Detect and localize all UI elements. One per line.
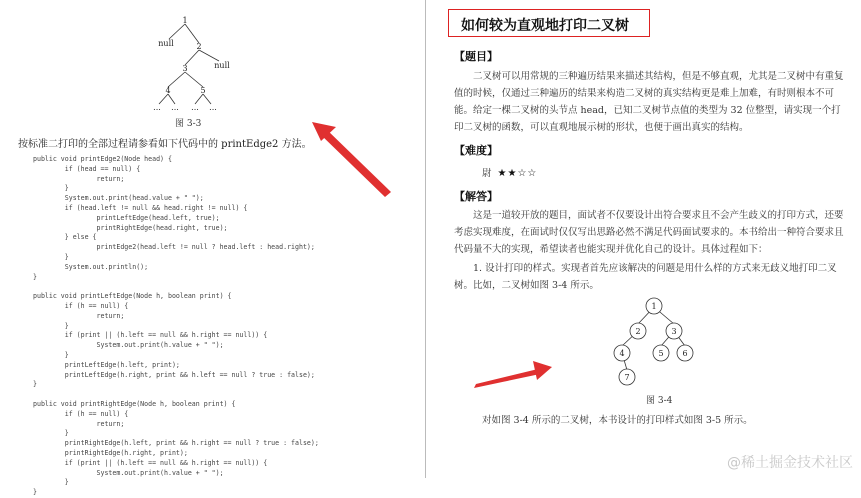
intro-text: 按标准二打印的全部过程请参看如下代码中的 printEdge2 方法。 [18,139,312,150]
section-heading-difficulty: 【难度】 [454,144,498,157]
code-line: public void printEdge2(Node head) { [33,155,172,163]
code-line: printEdge2(head.left != null ? head.left : head.right); [33,243,315,252]
code-line: } [33,252,69,261]
tree-ellipsis: ... [171,103,179,112]
answer-paragraph: 这是一道较开放的题目，面试者不仅要设计出符合要求且不会产生歧义的打印方式，还要考虑实现难度，在面试时仅仅写出思路必然不满足代码面试要求的。本书给出一种符合要求且代码量不大的实现，希望读者也能实现并优化自己的设计。具体过程如下： [454,210,844,255]
tree-node: 5 [200,86,206,95]
code-line: printRightEdge(head.right, true); [33,223,228,232]
code-line [33,282,319,292]
tree-node-label: 4 [619,349,625,358]
code-line: printLeftEdge(h.right, print && h.left == null ? true : false); [33,370,315,379]
closing-sentence: 对如图 3-4 所示的二叉树，本书设计的打印样式如图 3-5 所示。 [482,415,753,426]
section-heading-answer: 【解答】 [454,190,498,203]
code-block [33,155,319,498]
code-line: } [33,350,69,359]
code-line: if (h == null) { [33,301,129,310]
title-highlight-box [448,9,650,37]
step1-paragraph: 1. 设计打印的样式。实现者首先应该解决的问题是用什么样的方式来无歧义地打印二叉树。比如，二叉树如图 3-4 所示。 [454,263,837,291]
code-line: System.out.print(h.value + " "); [33,468,224,477]
code-line: System.out.print(head.value + " "); [33,194,204,203]
code-line: } else { [33,233,97,242]
code-line: } [33,321,69,330]
right-page [426,0,861,478]
tree-node-label: 7 [624,373,630,382]
tree-figure-3-4 [426,293,861,393]
code-line: } [33,429,69,438]
code-line: public void printLeftEdge(Node h, boolean print) { [33,292,232,301]
difficulty-row [482,165,537,179]
tree-node-label: 2 [635,327,641,336]
figure-caption: 图 3-4 [646,396,673,406]
code-line: } [33,478,69,487]
page-title: 如何较为直观地打印二叉树 [461,18,629,34]
code-line [33,390,319,400]
tree-null-label: null [214,61,230,70]
code-line: printRightEdge(h.left, print && h.right == null ? true : false); [33,439,319,448]
difficulty-level: 尉 [482,168,492,179]
code-line: } [33,184,69,193]
code-line: System.out.print(h.value + " "); [33,341,224,350]
code-line: return; [33,174,125,183]
tree-node: 4 [165,86,171,95]
tree-node: 3 [182,64,188,73]
tree-node-label: 3 [671,327,677,336]
tree-ellipsis: ... [209,103,217,112]
left-page [0,0,425,497]
code-line: } [33,272,37,281]
tree-node: 2 [196,42,202,51]
code-line: if (h == null) { [33,409,129,418]
tree-node-label: 5 [658,349,664,358]
tree-node-label: 6 [682,349,688,358]
code-line: } [33,380,37,389]
code-line: if (print || (h.left == null && h.right == null)) { [33,331,268,340]
problem-paragraph: 二叉树可以用常规的三种遍历结果来描述其结构，但是不够直观，尤其是二叉树中有重复值的时候，仅通过三种遍历的结果来构造二叉树的真实结构更是难上加难，有时则根本不可能。给定一棵二叉树的头节点 head，已知二叉树节点值的类型为 32 位整型，请实现一个打印二叉树的函数，可以直观地展示树的形状，也便于画出真实的结构。 [454,71,844,133]
code-line: printLeftEdge(head.left, true); [33,213,220,222]
code-line: printLeftEdge(h.left, print); [33,360,180,369]
figure-caption: 图 3-3 [175,119,202,129]
code-line: public void printRightEdge(Node h, boolean print) { [33,399,236,408]
tree-null-label: null [158,39,174,48]
tree-node: 1 [182,16,188,25]
code-line: if (head == null) { [33,164,141,173]
code-line: if (head.left != null && head.right != null) { [33,203,248,212]
code-line: printRightEdge(h.right, print); [33,448,188,457]
code-line: } [33,488,37,497]
code-line: return; [33,311,125,320]
code-line: System.out.println(); [33,262,149,271]
code-line: if (print || (h.left == null && h.right == null)) { [33,458,268,467]
section-heading-problem: 【题目】 [454,50,498,63]
tree-ellipsis: ... [153,103,161,112]
code-line: return; [33,419,125,428]
tree-figure-3-3 [0,0,425,115]
tree-ellipsis: ... [191,103,199,112]
tree-node-label: 1 [651,302,657,311]
difficulty-stars: ★★☆☆ [497,168,538,179]
watermark: @稀土掘金技术社区 [727,455,853,471]
